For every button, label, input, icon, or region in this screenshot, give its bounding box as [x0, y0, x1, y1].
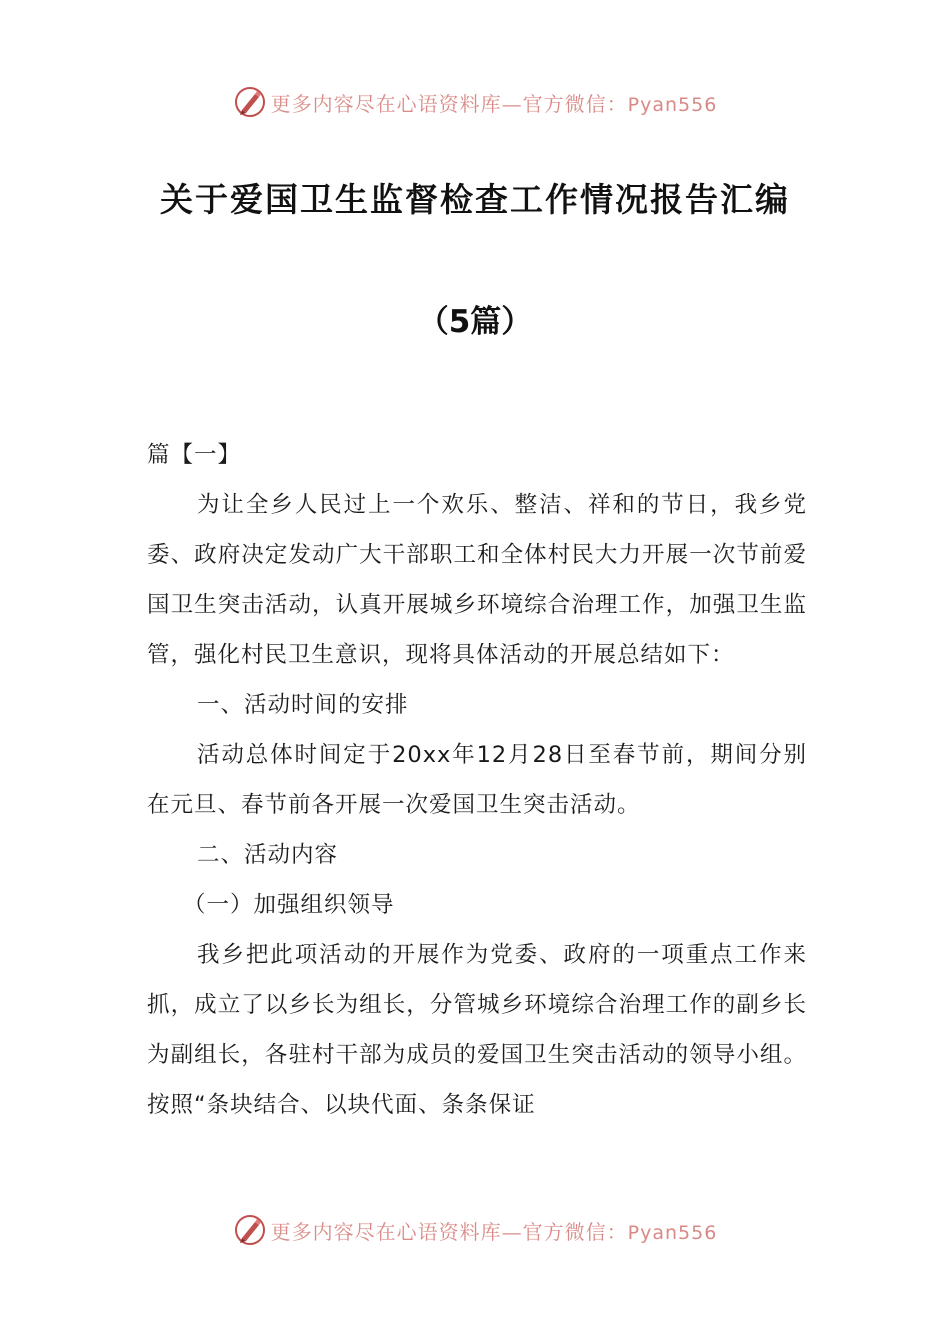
watermark-text: 更多内容尽在心语资料库—官方微信：Pyan556: [270, 91, 718, 116]
document-title: 关于爱国卫生监督检查工作情况报告汇编: [160, 180, 790, 219]
header-watermark-banner: [0, 82, 950, 122]
pen-logo-icon: [233, 85, 267, 119]
pen-logo-icon: [233, 1213, 267, 1247]
subheading-organization: （一）加强组织领导: [183, 892, 395, 918]
document-subtitle: （5篇）: [417, 304, 533, 340]
section-label: 篇【一】: [147, 442, 242, 468]
footer-watermark-banner: [0, 1210, 950, 1250]
watermark-text: 更多内容尽在心语资料库—官方微信：Pyan556: [270, 1219, 718, 1244]
wechat-id: Pyan556: [627, 93, 718, 116]
paragraph: 我乡把此项活动的开展作为党委、政府的一项重点工作来抓，成立了以乡长为组长，分管城乡环境综合治理工作的副乡长为副组长，各驻村干部为成员的爱国卫生突击活动的领导小组。按照“条块结合、以块代面、条条保证: [147, 942, 807, 1118]
heading-schedule: 一、活动时间的安排: [197, 692, 409, 718]
paragraph: 为让全乡人民过上一个欢乐、整洁、祥和的节日，我乡党委、政府决定发动广大干部职工和全体村民大力开展一次节前爱国卫生突击活动，认真开展城乡环境综合治理工作，加强卫生监管，强化村民卫生意识，现将具体活动的开展总结如下：: [147, 492, 807, 668]
document-body: [147, 430, 807, 1130]
paragraph: 活动总体时间定于20xx年12月28日至春节前，期间分别在元旦、春节前各开展一次爱国卫生突击活动。: [147, 742, 807, 818]
heading-content: 二、活动内容: [197, 842, 339, 868]
wechat-id: Pyan556: [627, 1221, 718, 1244]
